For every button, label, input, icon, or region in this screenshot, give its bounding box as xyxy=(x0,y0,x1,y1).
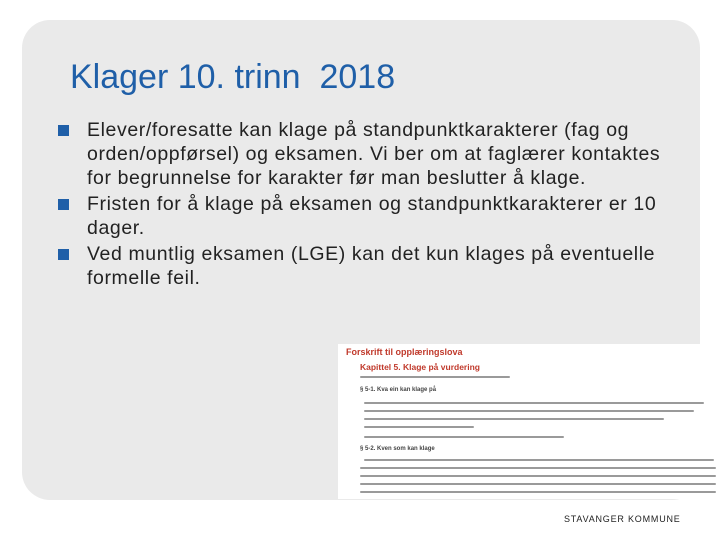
footer-organization: STAVANGER KOMMUNE xyxy=(564,514,681,524)
excerpt-text-line xyxy=(364,426,474,428)
bullet-item xyxy=(58,118,668,190)
excerpt-text-line xyxy=(360,467,716,469)
excerpt-text-line xyxy=(364,410,694,412)
excerpt-text-line xyxy=(364,418,664,420)
slide-title: Klager 10. trinn 2018 xyxy=(70,58,396,96)
excerpt-text-line xyxy=(364,459,714,461)
excerpt-text-line xyxy=(360,491,716,493)
excerpt-text-line xyxy=(364,436,564,438)
bullet-text: Ved muntlig eksamen (LGE) kan det kun klages på eventuelle formelle feil. xyxy=(87,243,656,289)
excerpt-text-line xyxy=(360,376,510,378)
square-bullet-icon xyxy=(58,249,69,260)
excerpt-section-heading: § 5-2. Kven som kan klage xyxy=(360,446,435,452)
bullet-item xyxy=(58,192,668,240)
bullet-text: Elever/foresatte kan klage på standpunktkarakterer (fag og orden/oppførsel) og eksamen. Vi ber om at faglærer kontaktes for begrunnelse for karakter før man beslutter å klage. xyxy=(87,119,661,189)
bullet-list xyxy=(58,118,668,290)
square-bullet-icon xyxy=(58,125,69,136)
excerpt-section-heading: § 5-1. Kva ein kan klage på xyxy=(360,387,437,393)
excerpt-text-line xyxy=(360,483,716,485)
excerpt-text-line xyxy=(364,402,704,404)
square-bullet-icon xyxy=(58,199,69,210)
excerpt-chapter: Kapittel 5. Klage på vurdering xyxy=(360,362,480,372)
bullet-text: Fristen for å klage på eksamen og standpunktkarakterer er 10 dager. xyxy=(87,193,657,239)
bullet-item xyxy=(58,242,668,290)
excerpt-text-line xyxy=(360,475,716,477)
excerpt-title: Forskrift til opplæringslova xyxy=(346,347,463,357)
regulation-excerpt-image xyxy=(338,344,720,499)
